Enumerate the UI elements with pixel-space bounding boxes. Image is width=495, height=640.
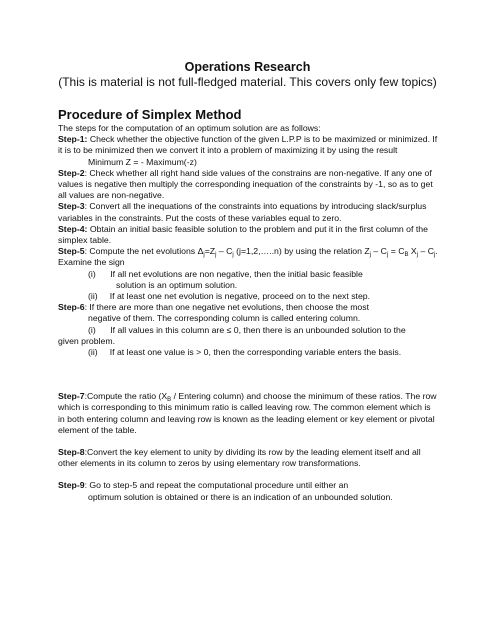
section-body (58, 123, 438, 503)
step-3 (58, 201, 438, 223)
step-5-sub-i: (i) If all net evolutions are non negative, then the initial basic feasible (88, 268, 363, 279)
step-3-text: : Convert all the inequations of the constraints into equations by introducing slack/surplus variables in the constraints. Put the costs of these variables equal to zero. (58, 201, 427, 223)
step-5-sub-ii: (ii) If at least one net evolution is negative, proceed on to the next step. (88, 291, 371, 302)
document-subtitle: (This is material is not full-fledged material. This covers only few topics) (58, 75, 437, 89)
step-5-examine: Examine the sign (58, 257, 125, 268)
step-9-label: Step-9 (58, 480, 85, 491)
step-1-text: Check whether the objective function of the given L.P.P is to be maximized or minimized. If it is to be minimized then we convert it into a problem of maximizing it by using the result (58, 134, 438, 156)
step-6-sub-i: (i) If all values in this column are ≤ 0, then there is an unbounded solution to the (88, 324, 406, 335)
step-6-cont: negative of them. The corresponding column is called entering column. (88, 313, 361, 324)
step-9-text: : Go to step-5 and repeat the computational procedure until either an (84, 480, 349, 491)
step-4 (58, 224, 438, 246)
step-6-sub-ii: (ii) If at least one value is > 0, then the corresponding variable enters the basis. (88, 347, 402, 358)
step-9 (58, 480, 438, 491)
step-2-label: Step-2 (58, 167, 85, 178)
step-2-text: : Check whether all right hand side values of the constrains are non-negative. If any one of values is negative then multiply the corresponding inequation of the constraints by -1, so as to get all values are non-negative. (58, 167, 433, 201)
step-1-formula: Minimum Z = - Maximum(-z) (88, 156, 197, 167)
step-1-label: Step-1: (58, 134, 88, 145)
step-4-text: Obtain an initial basic feasible solution to the problem and put it in the first column of the simplex table. (58, 223, 428, 246)
section-heading: Procedure of Simplex Method (58, 107, 242, 122)
step-3-label: Step-3 (58, 201, 85, 212)
step-5-label: Step-5 (58, 246, 85, 257)
step-4-label: Step-4: (58, 223, 88, 234)
intro-text: The steps for the computation of an optimum solution are as follows: (58, 123, 321, 133)
step-6 (58, 302, 438, 313)
step-6-label: Step-6 (58, 302, 85, 313)
step-5: Step-5: Compute the net evolutions $\Delta_j=Z_j - C_j$ (j=1,2,…..n) by using the relation $Z_j - C_j = C_B$ $X_j - C_j$. (58, 246, 438, 259)
step-1 (58, 134, 438, 156)
step-8-text: :Convert the key element to unity by dividing its row by the leading element itself and all other elements in its column to zeros by using elementary row transformations. (58, 447, 421, 469)
step-9-cont: optimum solution is obtained or there is an indication of an unbounded solution. (88, 491, 393, 502)
document-title: Operations Research (184, 60, 311, 74)
step-2 (58, 168, 438, 202)
step-8-label: Step-8 (58, 447, 85, 458)
step-7: Step-7:Compute the ratio ($X_B$ / Entering column) and choose the minimum of these ratios. The row which is corresponding to this minimum ratio is called leaving row. The common element which is in both entering column and leaving row is known as the leading element or key element or pivotal element of the table. (58, 391, 437, 435)
step-6-sub-i-cont: given problem. (58, 335, 115, 346)
step-6-text: : If there are more than one negative net evolutions, then choose the most (84, 302, 370, 313)
step-5-sub-i-cont: solution is an optimum solution. (116, 279, 238, 290)
step-7-label: Step-7 (58, 391, 85, 402)
step-8 (58, 447, 438, 469)
